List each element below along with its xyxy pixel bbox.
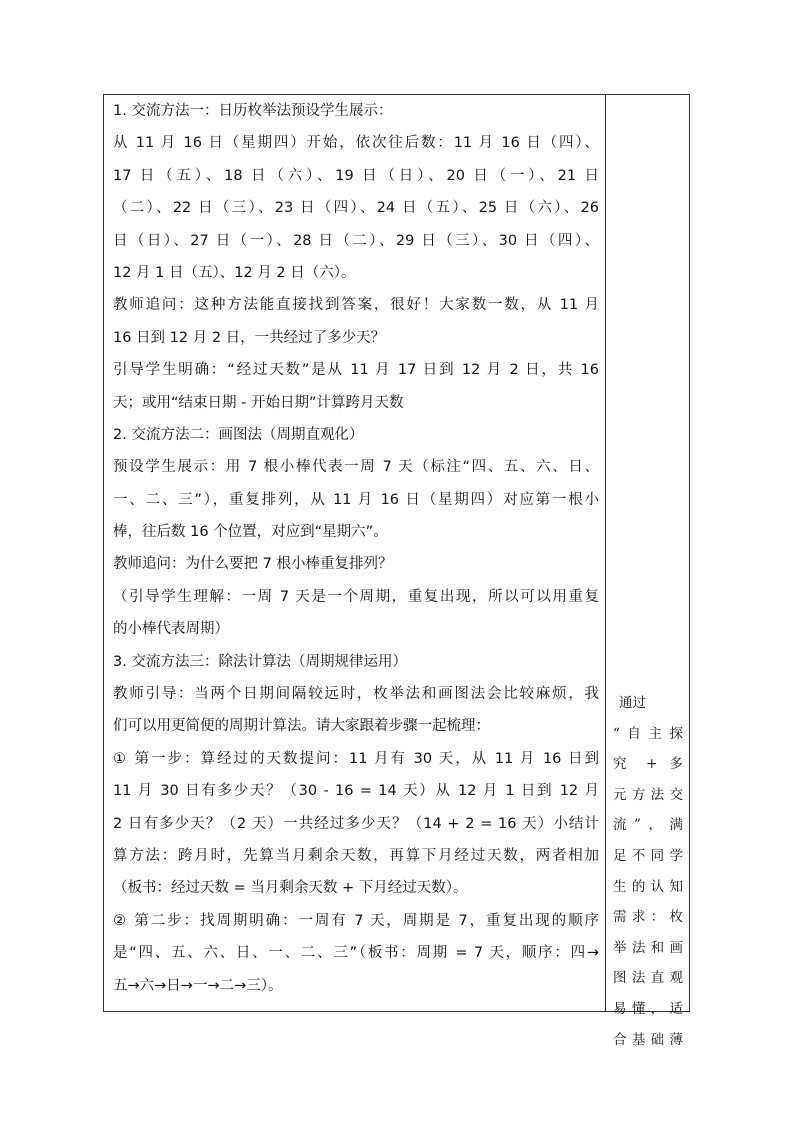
content-line: ② 第二步：找周期明确：一周有 7 天，周期是 7，重复出现的顺序 — [113, 912, 599, 929]
content-line: 教师引导：当两个日期间隔较远时，枚举法和画图法会比较麻烦，我 — [113, 686, 599, 703]
content-line: 11 月 30 日有多少天？（30 - 16 = 14 天）从 12 月 1 日到 12 月 — [113, 783, 599, 800]
content-line: 棒，往后数 16 个位置，对应到“星期六”。 — [113, 524, 388, 541]
content-line: 一、二、三”），重复排列，从 11 月 16 日（星期四）对应第一根小 — [113, 491, 599, 508]
content-line: 引导学生明确：“经过天数”是从 11 月 17 日到 12 月 2 日，共 16 — [113, 362, 599, 379]
side-note-line: 合基础薄 — [613, 1031, 683, 1048]
content-line: （引导学生理解：一周 7 天是一个周期，重复出现，所以可以用重复 — [113, 588, 599, 605]
column-divider — [605, 95, 606, 1011]
content-line: 五→六→日→一→二→三）。 — [113, 977, 283, 994]
side-note-line: “自主探 — [613, 725, 683, 742]
content-line: 日（日）、27 日（一）、28 日（二）、29 日（三）、30 日（四）、 — [113, 232, 599, 249]
content-line: 2 日有多少天？（2 天）一共经过多少天？（14 + 2 = 16 天）小结计 — [113, 815, 599, 832]
side-note-line: 易懂，适 — [613, 1000, 683, 1017]
content-line: 的小棒代表周期） — [113, 621, 229, 638]
lesson-table — [103, 94, 690, 1048]
side-note-line: 究 + 多 — [613, 756, 683, 773]
side-note-line: 元方法交 — [613, 786, 683, 803]
content-line: 教师追问：为什么要把 7 根小棒重复排列？ — [113, 556, 393, 573]
content-line: （板书：经过天数 = 当月剩余天数 + 下月经过天数）。 — [113, 880, 468, 897]
lesson-content-column — [113, 95, 599, 1002]
design-intent-column — [613, 688, 683, 1055]
side-note-line: 通过 — [619, 695, 646, 711]
content-line: 12 月 1 日（五）、12 月 2 日（六）。 — [113, 264, 356, 281]
side-note-line: 足不同学 — [613, 847, 683, 864]
side-note-line: 图法直观 — [613, 970, 683, 987]
content-line: 17 日（五）、18 日（六）、19 日（日）、20 日（一）、21 日 — [113, 167, 599, 184]
content-line: 从 11 月 16 日（星期四）开始，依次往后数：11 月 16 日（四）、 — [113, 135, 599, 152]
content-line: 3. 交流方法三：除法计算法（周期规律运用） — [113, 653, 407, 670]
content-line: 16 日到 12 月 2 日，一共经过了多少天？ — [113, 329, 386, 346]
content-line: 1. 交流方法一：日历枚举法预设学生展示： — [113, 103, 393, 119]
content-line: 天；或用“结束日期 - 开始日期”计算跨月天数 — [113, 394, 404, 411]
content-line: 教师追问：这种方法能直接找到答案，很好！大家数一数，从 11 月 — [113, 297, 599, 314]
content-line: （二）、22 日（三）、23 日（四）、24 日（五）、25 日（六）、26 — [113, 200, 599, 217]
content-line: 2. 交流方法二：画图法（周期直观化） — [113, 426, 364, 443]
content-line: 预设学生展示：用 7 根小棒代表一周 7 天（标注“四、五、六、日、 — [113, 459, 599, 476]
content-line: 是“四、五、六、日、一、二、三”（板书：周期 = 7 天，顺序：四→ — [113, 945, 599, 962]
side-note-line: 需求：枚 — [613, 909, 683, 926]
side-note-line: 举法和画 — [613, 939, 683, 956]
content-line: ① 第一步：算经过的天数提问：11 月有 30 天，从 11 月 16 日到 — [113, 750, 599, 767]
side-note-line: 流”，满 — [613, 817, 683, 834]
side-note-line: 生的认知 — [613, 878, 683, 895]
content-line: 们可以用更简便的周期计算法。请大家跟着步骤一起梳理： — [113, 718, 490, 735]
content-line: 算方法：跨月时，先算当月剩余天数，再算下月经过天数，两者相加 — [113, 847, 599, 864]
